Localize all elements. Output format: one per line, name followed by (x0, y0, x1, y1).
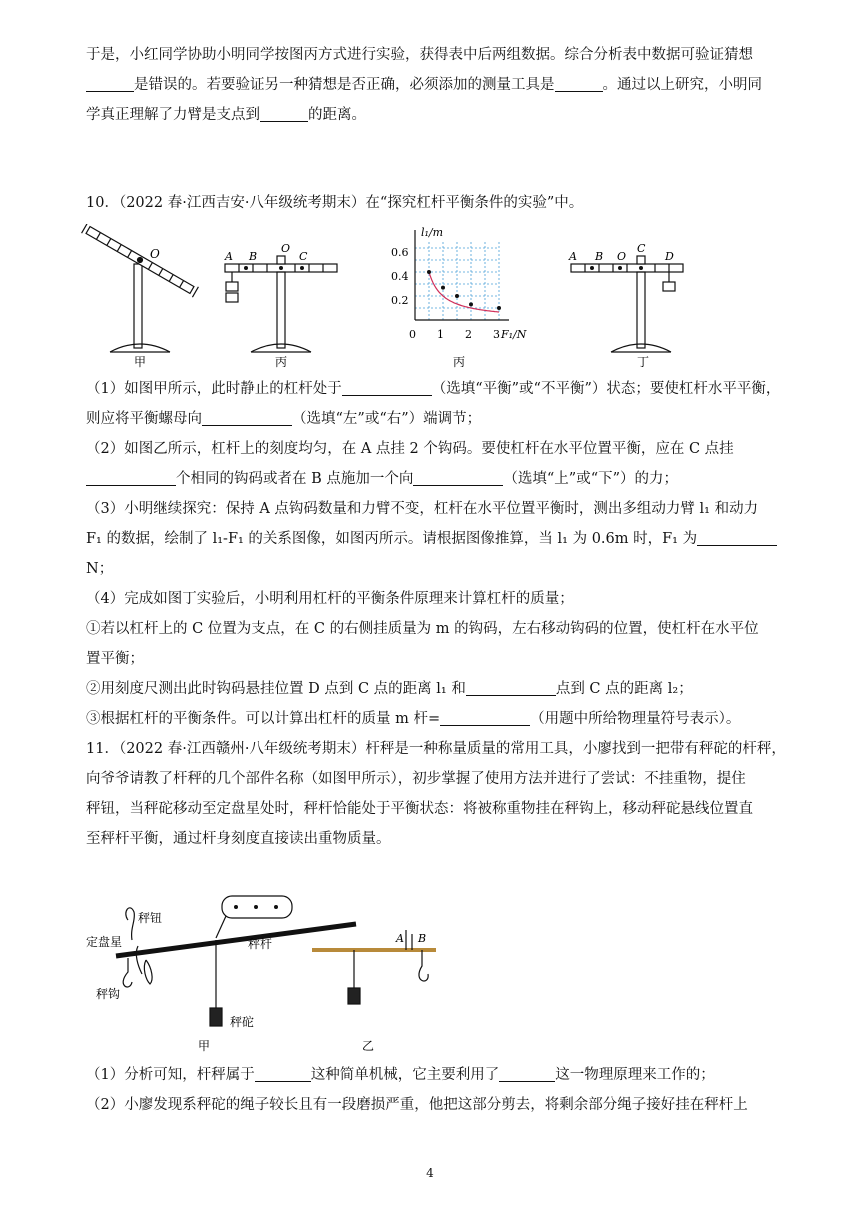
question-10-header: 10．（2022 春·江西吉安·八年级统考期末）在“探究杠杆平衡条件的实验”中。 (86, 195, 584, 211)
answer-blank[interactable] (555, 73, 603, 92)
text-line: （1）如图甲所示，此时静止的杠杆处于 （选填“平衡”或“不平衡”）状态；要使杠杆水平平衡， (86, 374, 786, 404)
figure-caption: 丁 (637, 355, 650, 369)
figure-caption: 乙 (362, 1039, 375, 1053)
text-line: 至秤杆平衡，通过杆身刻度直接读出重物质量。 (86, 831, 391, 847)
y-tick-label: 0.4 (391, 270, 409, 283)
data-point (497, 306, 501, 310)
data-point (427, 270, 431, 274)
figure-caption: 甲 (134, 355, 147, 369)
point-label: O (617, 250, 627, 263)
text-line: ②用刻度尺测出此时钩码悬挂位置 D 点到 C 点的距离 l₁ 和 点到 C 点的距离 l₂； (86, 674, 786, 704)
answer-blank[interactable] (466, 677, 556, 696)
answer-blank[interactable] (255, 1063, 311, 1082)
y-tick-label: 0.6 (391, 246, 409, 259)
figure-caption: 甲 (198, 1039, 211, 1053)
point-label: A (396, 932, 404, 945)
question-11-body (86, 1060, 786, 1120)
part-label: 秤砣 (230, 1015, 255, 1029)
text-line: 学真正理解了力臂是支点到 的距离。 (86, 100, 786, 130)
answer-blank[interactable] (440, 707, 530, 726)
point-label: B (418, 932, 427, 945)
part-label: 秤钩 (96, 987, 121, 1001)
point-label: C (637, 242, 646, 255)
y-axis-label: l₁/m (421, 226, 444, 239)
point-label: C (299, 250, 308, 263)
part-label: 秤钮 (138, 911, 163, 925)
text-line: 置平衡； (86, 651, 144, 667)
text-line: 个相同的钩码或者在 B 点施加一个向 （选填“上”或“下”）的力； (86, 464, 786, 494)
y-tick-label: 0.2 (391, 294, 409, 307)
q10-figures (60, 224, 800, 369)
figure-bing-graph (385, 224, 535, 369)
answer-blank[interactable] (499, 1063, 555, 1082)
x-tick-label: 0 (409, 328, 416, 341)
text-line: （4）完成如图丁实验后，小明利用杠杆的平衡条件原理来计算杠杆的质量； (86, 591, 574, 607)
point-label: B (249, 250, 258, 263)
text-line: 11．（2022 春·江西赣州·八年级统考期末）杆秤是一种称量质量的常用工具，小廖找到一把带有秤砣的杆秤， (86, 741, 786, 757)
part-label: 秤杆 (248, 937, 273, 951)
answer-blank[interactable] (260, 103, 308, 122)
text-line: （1）分析可知，杆秤属于 这种简单机械，它主要利用了 这一物理原理来工作的； (86, 1060, 786, 1090)
text-line: （3）小明继续探究：保持 A 点钩码数量和力臂不变，杠杆在水平位置平衡时，测出多组动力臂 l₁ 和动力 (86, 501, 759, 517)
point-label: A (225, 250, 233, 263)
answer-blank[interactable] (413, 467, 503, 486)
page-number: 4 (426, 1166, 434, 1180)
text-line: ①若以杠杆上的 C 位置为支点，在 C 的右侧挂质量为 m 的钩码，左右移动钩码的位置，使杠杆在水平位 (86, 621, 759, 637)
text-line: 向爷爷请教了杆秤的几个部件名称（如图甲所示），初步掌握了使用方法并进行了尝试：不挂重物，提住 (86, 771, 746, 787)
figure-caption: 丙 (275, 355, 288, 369)
text-line: 于是，小红同学协助小明同学按图丙方式进行实验，获得表中后两组数据。综合分析表中数据可验证猜想 (86, 47, 753, 63)
answer-blank[interactable] (342, 377, 432, 396)
data-point (455, 294, 459, 298)
text-line: （2）小廖发现系秤砣的绳子较长且有一段磨损严重，他把这部分剪去，将剩余部分绳子接好挂在秤杆上 (86, 1097, 748, 1113)
figure-caption: 丙 (453, 355, 466, 369)
part-label: 定盘星 (86, 935, 123, 949)
question-11-text (86, 734, 786, 854)
answer-blank[interactable] (202, 407, 292, 426)
figure-ding-lever (565, 224, 705, 369)
text-line: ③根据杠杆的平衡条件。可以计算出杠杆的质量 m 杆= （用题中所给物理量符号表示）。 (86, 704, 786, 734)
answer-blank[interactable] (86, 467, 176, 486)
data-point (441, 286, 445, 290)
text-line: F₁ 的数据，绘制了 l₁-F₁ 的关系图像，如图丙所示。请根据图像推算，当 l₁ 为 0.6m 时，F₁ 为N； (86, 524, 786, 584)
x-tick-label: 1 (437, 328, 444, 341)
text-line: 秤钮，当秤砣移动至定盘星处时，秤杆恰能处于平衡状态：将被称重物挂在秤钩上，移动秤砣悬线位置直 (86, 801, 753, 817)
text-line: 则应将平衡螺母向 （选填“左”或“右”）端调节； (86, 404, 786, 434)
figure-jia-tilted-lever (70, 224, 210, 369)
answer-blank[interactable] (86, 73, 134, 92)
point-label: B (595, 250, 604, 263)
answer-blank[interactable] (697, 527, 777, 546)
x-tick-label: 3 (493, 328, 500, 341)
q11-steelyard-figures (86, 890, 466, 1055)
figure-bing-balanced-lever (215, 224, 345, 369)
point-label: D (665, 250, 674, 263)
x-axis-label: F₁/N (501, 328, 527, 341)
point-label: O (281, 242, 291, 255)
x-tick-label: 2 (465, 328, 472, 341)
point-label: O (150, 247, 160, 261)
data-point (469, 302, 473, 306)
point-label: A (569, 250, 577, 263)
text-line: 是错误的。若要验证另一种猜想是否正确，必须添加的测量工具是 。通过以上研究，小明同 (86, 70, 786, 100)
top-paragraph (86, 40, 786, 130)
question-10-body (86, 374, 786, 734)
text-line: （2）如图乙所示，杠杆上的刻度均匀，在 A 点挂 2 个钩码。要使杠杆在水平位置平衡，应在 C 点挂 (86, 441, 734, 457)
